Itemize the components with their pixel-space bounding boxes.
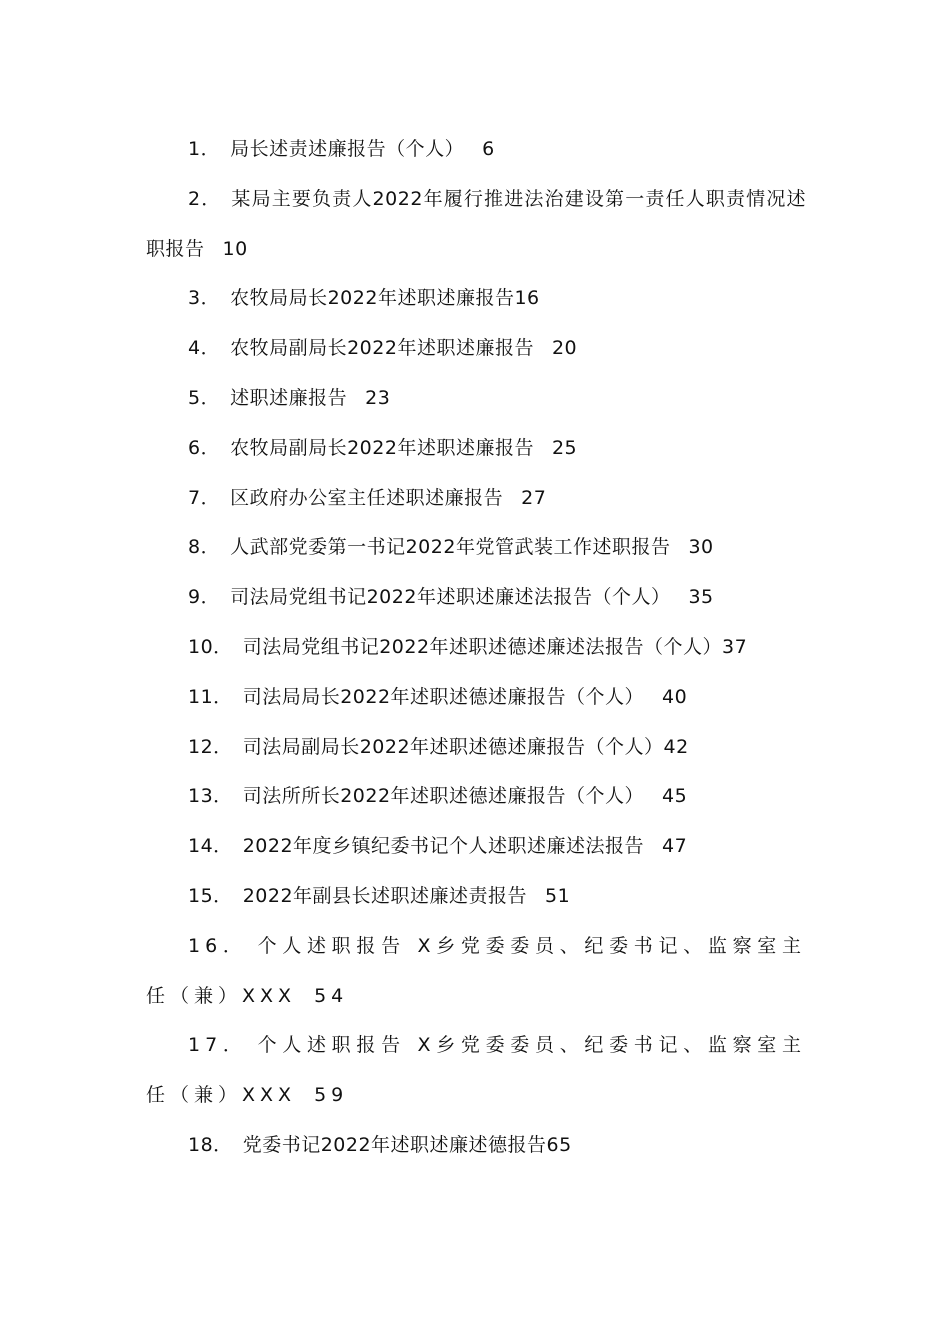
entry-number: 16． [188,934,248,957]
toc-entry[interactable] [146,424,806,474]
entry-number: 7． [188,486,221,509]
toc-entry[interactable] [146,1021,806,1121]
toc-entry[interactable] [146,673,806,723]
entry-page: 37 [722,635,748,658]
toc-entry[interactable] [146,822,806,872]
entry-number: 13． [188,785,233,808]
entry-number: 11． [188,685,233,708]
toc-entry[interactable] [146,573,806,623]
entry-page: 27 [521,486,547,509]
entry-title: 某局主要负责人2022年履行推进法治建设第一责任人职责情况述职报告 [146,187,806,260]
toc-entry[interactable] [146,324,806,374]
toc-entry[interactable] [146,523,806,573]
entry-title: 局长述责述廉报告（个人） [230,138,465,160]
entry-number: 15． [188,884,233,907]
entry-page: 59 [314,1084,349,1107]
entry-title: 党委书记2022年述职述廉述德报告 [242,1133,547,1156]
entry-number: 6． [188,436,221,459]
entry-number: 1． [188,138,221,160]
entry-title: 2022年度乡镇纪委书记个人述职述廉述法报告 [242,835,645,858]
entry-title: 司法局副局长2022年述职述德述廉报告（个人） [242,735,664,758]
entry-page: 20 [551,337,578,360]
entry-number: 3． [188,287,221,310]
toc-entry[interactable] [146,125,806,175]
entry-title: 个人述职报告 X乡党委委员、纪委书记、监察室主任（兼）XXX [146,1034,806,1107]
entry-number: 5． [188,386,221,409]
entry-page: 51 [545,884,571,907]
entry-number: 12． [188,735,233,758]
entry-title: 区政府办公室主任述职述廉报告 [230,486,504,509]
entry-page: 45 [662,785,688,808]
toc-entry[interactable] [146,872,806,922]
entry-page: 16 [514,287,540,310]
toc-entry[interactable] [146,175,806,275]
entry-page: 40 [662,685,688,708]
entry-title: 述职述廉报告 [230,386,348,409]
entry-page: 25 [551,436,578,459]
entry-title: 司法所所长2022年述职述德述廉报告（个人） [242,785,645,808]
entry-page: 10 [222,237,248,260]
entry-page: 65 [546,1133,572,1156]
entry-title: 农牧局局长2022年述职述廉报告 [230,287,515,310]
toc-entry[interactable] [146,474,806,524]
toc-entry[interactable] [146,772,806,822]
toc-entry[interactable] [146,274,806,324]
entry-number: 10． [188,635,233,658]
entry-title: 人武部党委第一书记2022年党管武装工作述职报告 [230,536,671,559]
entry-number: 14． [188,835,233,858]
toc-entry[interactable] [146,723,806,773]
toc-entry[interactable] [146,922,806,1022]
entry-title: 司法局党组书记2022年述职述德述廉述法报告（个人） [242,635,723,658]
toc-entry[interactable] [146,1121,806,1171]
entry-number: 17． [188,1034,248,1057]
entry-title: 2022年副县长述职述廉述责报告 [242,884,528,907]
entry-title: 农牧局副局长2022年述职述廉报告 [230,337,534,360]
entry-page: 30 [688,536,714,559]
entry-number: 2． [188,187,222,210]
entry-title: 个人述职报告 X乡党委委员、纪委书记、监察室主任（兼）XXX [146,934,806,1007]
entry-page: 23 [365,386,391,409]
entry-page: 6 [482,138,495,160]
entry-number: 8． [188,536,221,559]
entry-page: 47 [662,835,688,858]
toc-entry[interactable] [146,623,806,673]
table-of-contents [146,125,806,1171]
entry-number: 18． [188,1133,233,1156]
entry-number: 9． [188,586,221,609]
entry-title: 司法局党组书记2022年述职述廉述法报告（个人） [230,586,671,609]
entry-title: 农牧局副局长2022年述职述廉报告 [230,436,534,459]
entry-number: 4． [188,337,221,360]
toc-entry[interactable] [146,374,806,424]
entry-page: 54 [314,984,349,1007]
entry-page: 35 [688,586,714,609]
entry-title: 司法局局长2022年述职述德述廉报告（个人） [242,685,645,708]
entry-page: 42 [663,735,689,758]
